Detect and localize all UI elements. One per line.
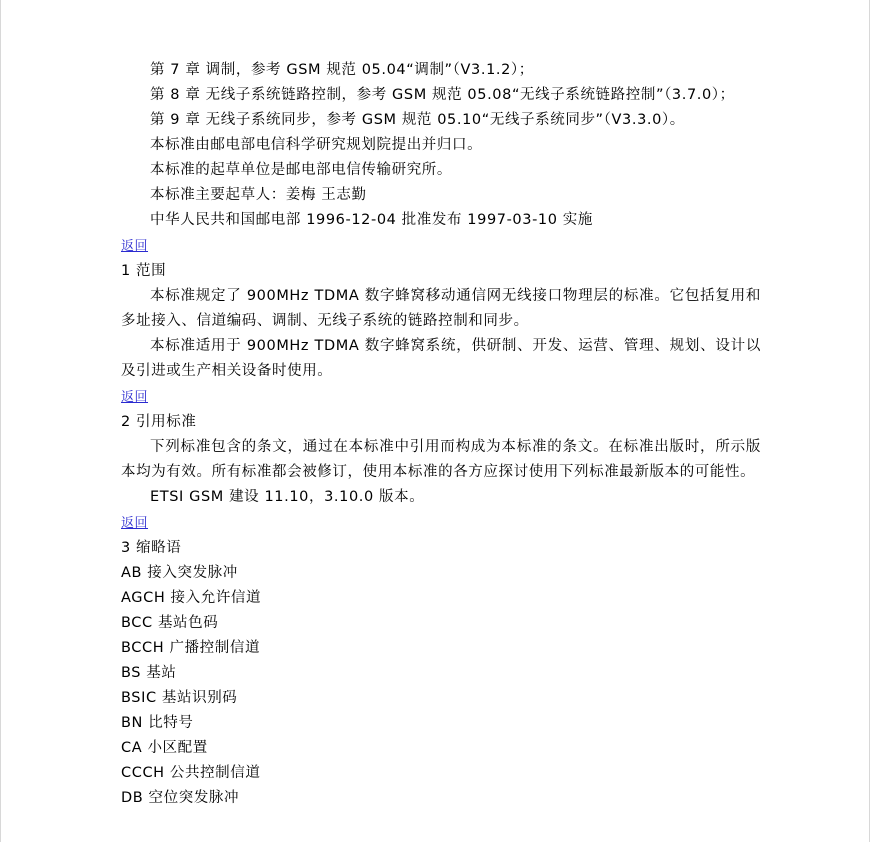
abbreviation-item: BCC 基站色码 — [121, 615, 219, 631]
back-link-3[interactable]: 返回 — [121, 516, 149, 531]
intro-paragraph-4: 本标准由邮电部电信科学研究规划院提出并归口。 — [150, 137, 483, 153]
abbreviation-item: DB 空位突发脉冲 — [121, 790, 240, 806]
section-references-paragraph-2: ETSI GSM 建设 11.10，3.10.0 版本。 — [150, 489, 425, 505]
abbreviation-item: BSIC 基站识别码 — [121, 690, 238, 706]
intro-paragraph-7: 中华人民共和国邮电部 1996-12-04 批准发布 1997-03-10 实施 — [150, 212, 593, 228]
back-link-row-3 — [121, 510, 761, 536]
abbreviation-item: CA 小区配置 — [121, 740, 208, 756]
intro-paragraph-3: 第 9 章 无线子系统同步，参考 GSM 规范 05.10“无线子系统同步”（V3.3.0）。 — [150, 112, 685, 128]
back-link-1[interactable]: 返回 — [121, 239, 149, 254]
back-link-row-1 — [121, 233, 761, 259]
abbreviation-item: BS 基站 — [121, 665, 177, 681]
section-references-paragraph-1: 下列标准包含的条文，通过在本标准中引用而构成为本标准的条文。在标准出版时，所示版本均为有效。所有标准都会被修订，使用本标准的各方应探讨使用下列标准最新版本的可能性。 — [121, 439, 761, 480]
intro-paragraph-1: 第 7 章 调制，参考 GSM 规范 05.04“调制”（V3.1.2）； — [150, 62, 534, 78]
intro-paragraph-5: 本标准的起草单位是邮电部电信传输研究所。 — [150, 162, 452, 178]
abbreviation-item: BCCH 广播控制信道 — [121, 640, 261, 656]
abbreviation-item: CCCH 公共控制信道 — [121, 765, 261, 781]
section-heading-references: 2 引用标准 — [121, 414, 197, 430]
section-heading-abbreviations: 3 缩略语 — [121, 540, 182, 556]
section-scope-paragraph-1: 本标准规定了 900MHz TDMA 数字蜂窝移动通信网无线接口物理层的标准。它包括复用和多址接入、信道编码、调制、无线子系统的链路控制和同步。 — [121, 288, 761, 329]
document-content — [121, 58, 761, 811]
intro-paragraph-6: 本标准主要起草人：姜梅 王志勤 — [150, 187, 367, 203]
abbreviation-item: AB 接入突发脉冲 — [121, 565, 238, 581]
intro-paragraph-2: 第 8 章 无线子系统链路控制，参考 GSM 规范 05.08“无线子系统链路控制”（3.7.0）； — [150, 87, 735, 103]
back-link-2[interactable]: 返回 — [121, 390, 149, 405]
section-scope-paragraph-2: 本标准适用于 900MHz TDMA 数字蜂窝系统，供研制、开发、运营、管理、规划、设计以及引进或生产相关设备时使用。 — [121, 338, 761, 379]
section-heading-scope: 1 范围 — [121, 263, 167, 279]
back-link-row-2 — [121, 384, 761, 410]
abbreviation-item: BN 比特号 — [121, 715, 194, 731]
abbreviation-item: AGCH 接入允许信道 — [121, 590, 262, 606]
